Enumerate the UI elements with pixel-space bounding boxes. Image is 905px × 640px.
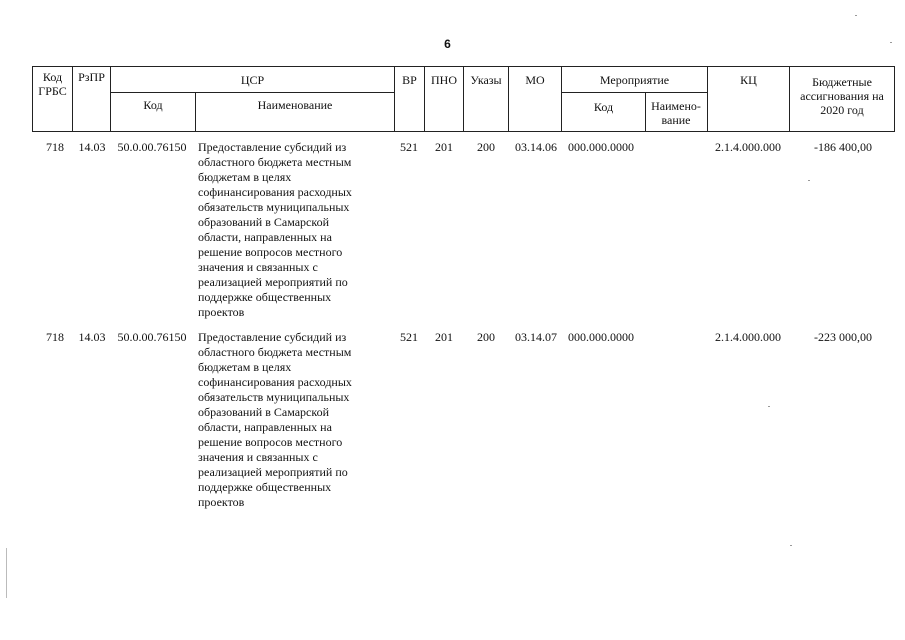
row-mer-code: 000.000.0000	[568, 330, 634, 344]
scan-speck	[790, 545, 792, 546]
header-csr: ЦСР	[240, 73, 265, 87]
header-ukazy: Указы	[470, 73, 502, 87]
header-meropriyatie: Мероприятие	[599, 73, 670, 87]
row-ukazy: 200	[477, 330, 495, 344]
row-grbs: 718	[46, 330, 64, 344]
row-rzpr: 14.03	[78, 330, 106, 344]
row-vr: 521	[400, 330, 418, 344]
row-vr: 521	[400, 140, 418, 154]
row-kc: 2.1.4.000.000	[715, 330, 781, 344]
row-mo: 03.14.07	[515, 330, 557, 344]
row-pno: 201	[435, 330, 453, 344]
row-csr-name: Предоставление субсидий из областного бюджета местным бюджетам в целях софинансирования расходных обязательств муниципальных образований в Самарской области, направленных на решение вопросов местного значения и связанных с реализацией мероприятий по поддержке общественных проектов	[198, 140, 352, 319]
header-budget: Бюджетные ассигнования на 2020 год	[800, 75, 884, 117]
page-number: 6	[444, 37, 451, 51]
row-budget: -186 400,00	[814, 140, 872, 154]
scan-speck	[768, 406, 770, 407]
scan-edge-mark	[6, 548, 7, 598]
header-rzpr: РзПР	[78, 70, 105, 84]
row-kc: 2.1.4.000.000	[715, 140, 781, 154]
header-grbs: Код ГРБС	[38, 70, 67, 98]
scan-speck	[890, 42, 892, 43]
row-pno: 201	[435, 140, 453, 154]
header-csr-name: Наименование	[257, 98, 333, 112]
header-csr-code: Код	[143, 98, 163, 112]
row-grbs: 718	[46, 140, 64, 154]
row-csr-name: Предоставление субсидий из областного бюджета местным бюджетам в целях софинансирования расходных обязательств муниципальных образований в Самарской области, направленных на решение вопросов местного значения и связанных с реализацией мероприятий по поддержке общественных проектов	[198, 330, 352, 509]
header-mer-code: Код	[593, 100, 614, 114]
header-mo: МО	[525, 73, 545, 87]
row-budget: -223 000,00	[814, 330, 872, 344]
row-rzpr: 14.03	[78, 140, 106, 154]
row-mo: 03.14.06	[515, 140, 557, 154]
row-ukazy: 200	[477, 140, 495, 154]
row-csr-code: 50.0.00.76150	[117, 140, 187, 154]
scan-speck	[855, 15, 857, 16]
header-kc: КЦ	[740, 73, 757, 87]
header-mer-name: Наимено-вание	[651, 99, 701, 127]
row-mer-code: 000.000.0000	[568, 140, 634, 154]
row-csr-code: 50.0.00.76150	[117, 330, 187, 344]
header-vr: ВР	[402, 73, 417, 87]
header-pno: ПНО	[431, 73, 457, 87]
scan-speck	[808, 180, 810, 181]
